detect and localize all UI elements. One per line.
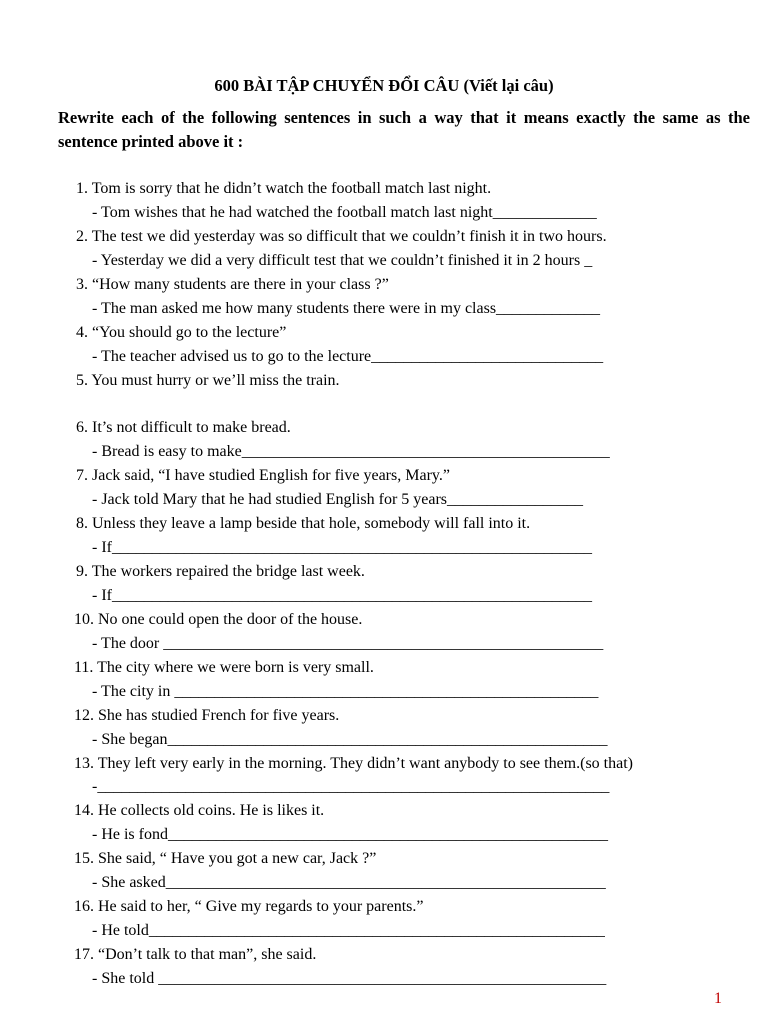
- answer-4: - The teacher advised us to go to the lecture_____________________________: [92, 347, 604, 365]
- question-14: 14. He collects old coins. He is likes it.: [74, 802, 325, 820]
- question-7: 7. Jack said, “I have studied English for five years, Mary.”: [76, 467, 450, 485]
- page-title: 600 BÀI TẬP CHUYỂN ĐỔI CÂU (Viết lại câu): [214, 76, 554, 95]
- answer-13: -________________________________________________________________: [92, 778, 610, 796]
- answer-3: - The man asked me how many students there were in my class_____________: [92, 299, 601, 317]
- question-4: 4. “You should go to the lecture”: [76, 323, 287, 341]
- question-15: 15. She said, “ Have you got a new car, Jack ?”: [74, 850, 377, 868]
- question-5: 5. You must hurry or we’ll miss the train.: [76, 371, 340, 389]
- question-8: 8. Unless they leave a lamp beside that hole, somebody will fall into it.: [76, 515, 531, 533]
- question-10: 10. No one could open the door of the house.: [74, 610, 363, 628]
- answer-6: - Bread is easy to make______________________________________________: [92, 443, 610, 461]
- answer-11: - The city in _____________________________________________________: [92, 682, 599, 700]
- answer-15: - She asked_______________________________________________________: [92, 874, 606, 892]
- question-3: 3. “How many students are there in your class ?”: [76, 275, 389, 293]
- question-1: 1. Tom is sorry that he didn’t watch the football match last night.: [76, 180, 492, 197]
- answer-16: - He told_________________________________________________________: [92, 922, 605, 940]
- question-13: 13. They left very early in the morning. They didn’t want anybody to see them.(so that): [74, 754, 633, 772]
- answer-2: - Yesterday we did a very difficult test that we couldn’t finished it in 2 hours _: [92, 251, 593, 269]
- question-17: 17. “Don’t talk to that man”, she said.: [74, 946, 317, 963]
- answer-1: - Tom wishes that he had watched the football match last night_____________: [92, 203, 597, 221]
- page-number: 1: [714, 990, 722, 1007]
- question-9: 9. The workers repaired the bridge last week.: [76, 563, 365, 580]
- answer-12: - She began_______________________________________________________: [92, 730, 608, 748]
- answer-17: - She told ________________________________________________________: [92, 969, 607, 987]
- question-16: 16. He said to her, “ Give my regards to your parents.”: [74, 898, 424, 916]
- answer-5: [0, 392, 768, 416]
- question-11: 11. The city where we were born is very small.: [74, 658, 374, 676]
- question-2: 2. The test we did yesterday was so difficult that we couldn’t finish it in two hours.: [76, 227, 607, 245]
- answer-14: - He is fond_______________________________________________________: [92, 826, 608, 844]
- answer-7: - Jack told Mary that he had studied English for 5 years_________________: [92, 491, 584, 509]
- question-6: 6. It’s not difficult to make bread.: [76, 419, 291, 437]
- answer-9: - If____________________________________________________________: [92, 586, 592, 604]
- answer-10: - The door _______________________________________________________: [92, 634, 604, 652]
- instructions: Rewrite each of the following sentences in such a way that it means exactly the same as the sentence printed above it :: [58, 108, 750, 151]
- answer-8: - If____________________________________________________________: [92, 539, 592, 557]
- question-12: 12. She has studied French for five years.: [74, 706, 340, 724]
- exercise-list: [0, 177, 768, 991]
